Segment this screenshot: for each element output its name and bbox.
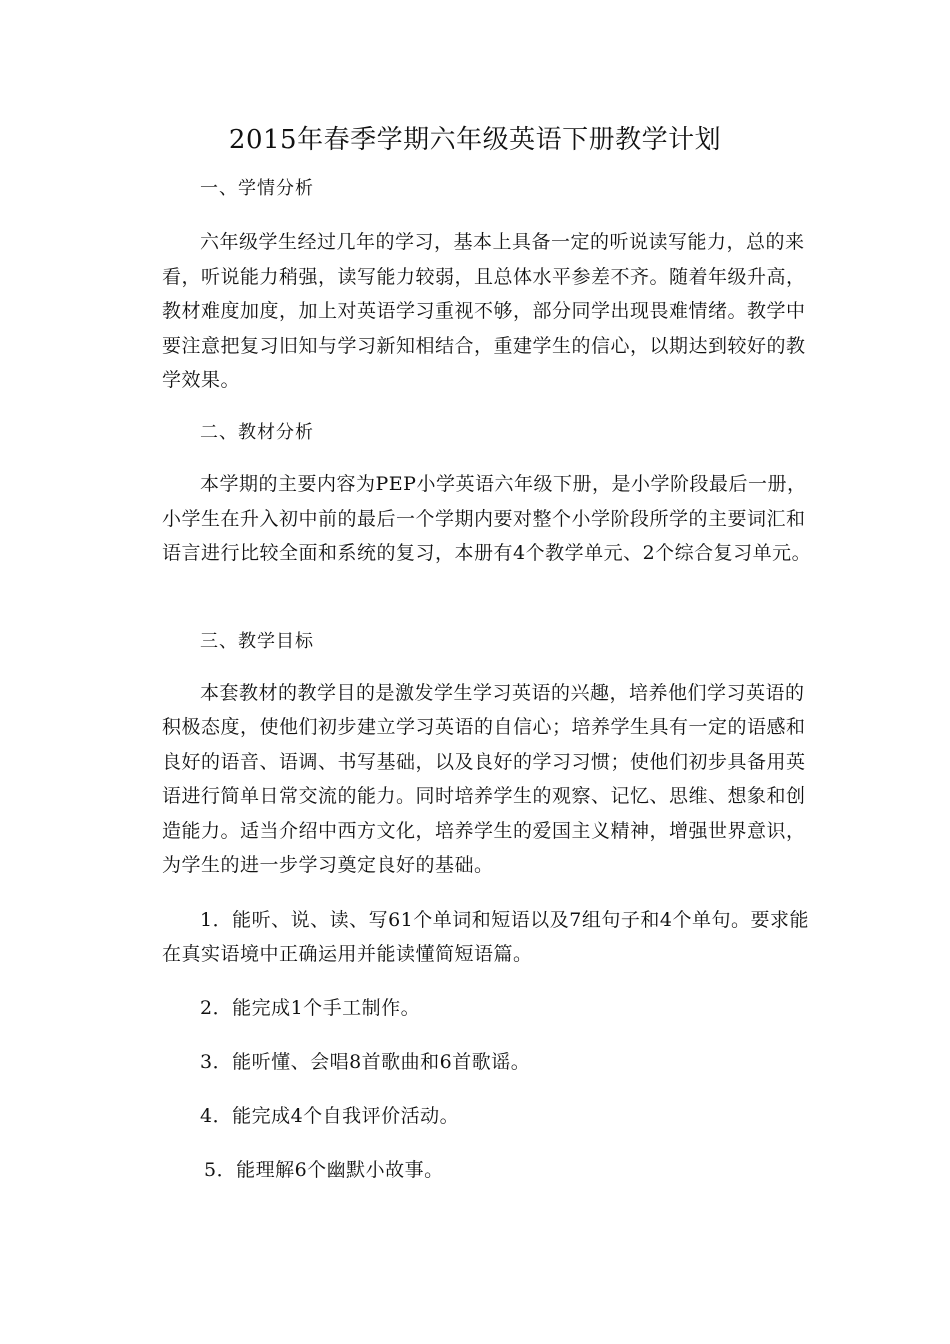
goal-item-continuation: 在真实语境中正确运用并能读懂简短语篇。: [162, 943, 533, 965]
paragraph-line: 要注意把复习旧知与学习新知相结合，重建学生的信心，以期达到较好的教: [162, 335, 806, 357]
paragraph-line: 六年级学生经过几年的学习，基本上具备一定的听说读写能力，总的来: [200, 231, 805, 253]
paragraph-line: 语言进行比较全面和系统的复习，本册有4个教学单元、2个综合复习单元。: [162, 542, 812, 564]
paragraph-line: 本学期的主要内容为PEP小学英语六年级下册，是小学阶段最后一册，: [200, 473, 807, 495]
paragraph-line: 看，听说能力稍强，读写能力较弱，且总体水平参差不齐。随着年级升高，: [162, 266, 806, 288]
goal-item: 2．能完成1个手工制作。: [200, 997, 421, 1019]
section-heading-student-analysis: 一、学情分析: [200, 178, 314, 199]
goal-item: 4．能完成4个自我评价活动。: [200, 1105, 460, 1127]
paragraph-line: 学效果。: [162, 369, 241, 391]
paragraph-line: 小学生在升入初中前的最后一个学期内要对整个小学阶段所学的主要词汇和: [162, 508, 806, 530]
paragraph-line: 良好的语音、语调、书写基础，以及良好的学习习惯；使他们初步具备用英: [162, 751, 806, 773]
paragraph-line: 本套教材的教学目的是激发学生学习英语的兴趣，培养他们学习英语的: [200, 682, 805, 704]
paragraph-line: 造能力。适当介绍中西方文化，培养学生的爱国主义精神，增强世界意识，: [162, 820, 806, 842]
paragraph-line: 积极态度，使他们初步建立学习英语的自信心；培养学生具有一定的语感和: [162, 716, 806, 738]
goal-item: 3．能听懂、会唱8首歌曲和6首歌谣。: [200, 1051, 531, 1073]
paragraph-line: 语进行简单日常交流的能力。同时培养学生的观察、记忆、思维、想象和创: [162, 785, 806, 807]
goal-item: 5．能理解6个幽默小故事。: [204, 1159, 444, 1181]
goal-item: 1．能听、说、读、写61个单词和短语以及7组句子和4个单句。要求能: [200, 909, 809, 931]
section-heading-teaching-goals: 三、教学目标: [200, 631, 314, 652]
paragraph-line: 为学生的进一步学习奠定良好的基础。: [162, 854, 494, 876]
document-title: 2015年春季学期六年级英语下册教学计划: [228, 125, 722, 155]
paragraph-line: 教材难度加度，加上对英语学习重视不够，部分同学出现畏难情绪。教学中: [162, 300, 806, 322]
section-heading-textbook-analysis: 二、教材分析: [200, 422, 314, 443]
